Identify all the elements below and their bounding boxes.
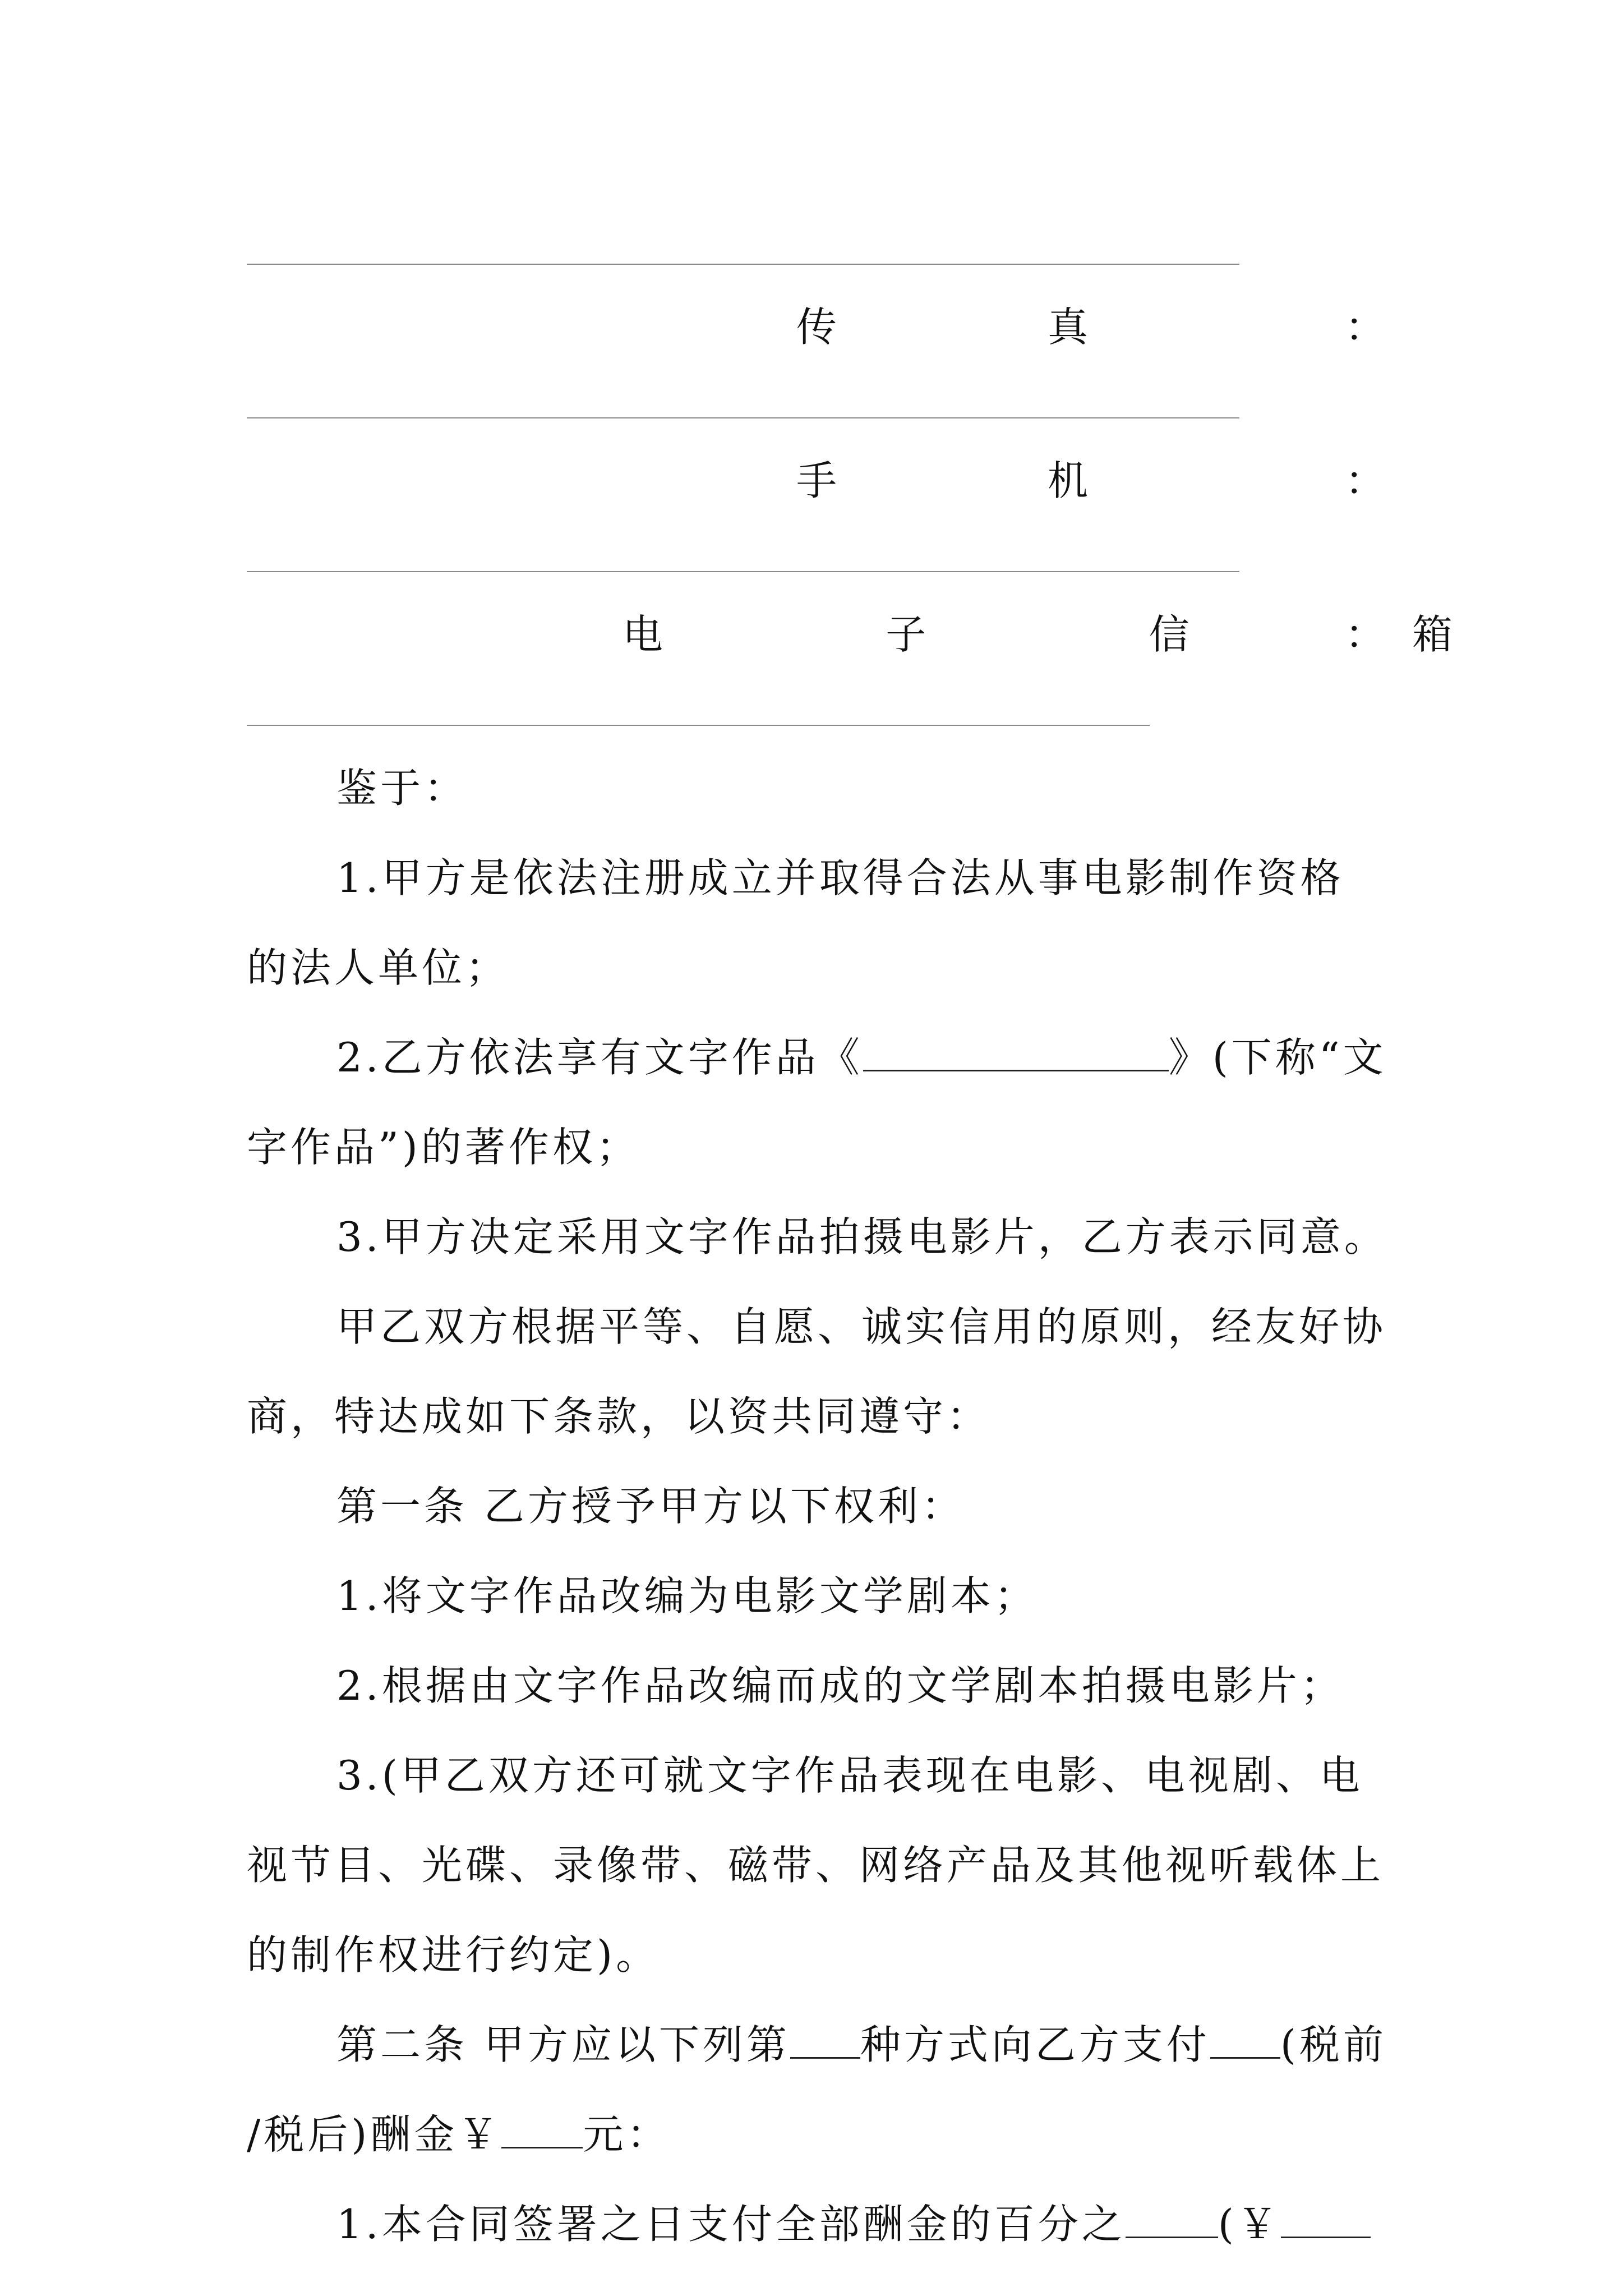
article-1-item-3-line-3: 的制作权进行约定)。 — [247, 1931, 660, 1978]
article-1-item-1: 1.将文字作品改编为电影文学剧本； — [336, 1572, 1038, 1619]
fax-field — [247, 295, 1385, 362]
recital-1-line-1: 1.甲方是依法注册成立并取得合法从事电影制作资格 — [336, 854, 1344, 901]
email-label-char: 电 — [623, 611, 663, 658]
fax-colon: ： — [1344, 303, 1385, 351]
article-2-text: 第二条 甲方应以下列第 — [336, 2021, 790, 2068]
fax-label-char: 真 — [1047, 303, 1088, 351]
whereas-heading: 鉴于： — [336, 765, 468, 812]
payment-option-text: 1.本合同签署之日支付全部酬金的百分之 — [336, 2201, 1126, 2248]
fee-amount-blank — [501, 2110, 583, 2148]
contract-body — [247, 743, 1391, 2269]
email-label-char: 子 — [886, 611, 926, 658]
article-1-item-3-line-1: 3.(甲乙双方还可就文字作品表现在电影、电视剧、电 — [336, 1752, 1363, 1799]
tax-type-blank — [1210, 2021, 1280, 2059]
recital-2-prefix: 2.乙方依法享有文字作品《 — [336, 1034, 863, 1081]
article-2-line-2 — [247, 2090, 1391, 2179]
article-1-title: 第一条 乙方授予甲方以下权利： — [336, 1483, 965, 1530]
mobile-label-char: 手 — [796, 457, 837, 504]
mobile-label-char: 机 — [1047, 457, 1088, 504]
payment-method-blank — [790, 2021, 860, 2059]
email-label-char: 信 — [1149, 611, 1189, 658]
email-field — [247, 602, 1453, 669]
recital-2-suffix: 》(下称“文 — [1168, 1034, 1387, 1081]
article-2-text: 元： — [583, 2111, 671, 2158]
fax-label-char: 传 — [796, 303, 837, 351]
agreement-line-2: 商，特达成如下条款，以资共同遵守： — [247, 1393, 991, 1440]
email-colon: ： — [1344, 611, 1385, 658]
email-underline — [247, 571, 1239, 572]
agreement-line-1: 甲乙双方根据平等、自愿、诚实信用的原则，经友好协 — [336, 1303, 1387, 1350]
recital-1-line-2: 的法人单位； — [247, 944, 510, 991]
article-1-item-2: 2.根据由文字作品改编而成的文学剧本拍摄电影片； — [336, 1662, 1344, 1709]
email-value-underline — [247, 725, 1150, 726]
payment-option-text: (￥ — [1218, 2201, 1281, 2248]
article-2-text: 种方式向乙方支付 — [860, 2021, 1210, 2068]
recital-3: 3.甲方决定采用文字作品拍摄电影片，乙方表示同意。 — [336, 1213, 1388, 1260]
fax-underline — [247, 264, 1239, 265]
recital-2-line-1 — [247, 1013, 1391, 1102]
article-1-item-3-line-2: 视节目、光碟、录像带、磁带、网络产品及其他视听载体上 — [247, 1842, 1385, 1889]
work-title-blank — [863, 1033, 1169, 1071]
email-label-char: 箱 — [1412, 611, 1453, 658]
recital-2-line-2: 字作品”)的著作权； — [247, 1124, 640, 1171]
percentage-blank — [1126, 2200, 1218, 2238]
mobile-field — [247, 448, 1385, 516]
mobile-colon: ： — [1344, 457, 1385, 504]
amount-blank — [1281, 2200, 1371, 2238]
payment-option-1 — [247, 2179, 1391, 2269]
article-2-text: /税后)酬金￥ — [247, 2111, 502, 2158]
article-2-text: (税前 — [1280, 2021, 1387, 2068]
article-2-line-1 — [247, 2000, 1391, 2090]
mobile-underline — [247, 417, 1239, 418]
